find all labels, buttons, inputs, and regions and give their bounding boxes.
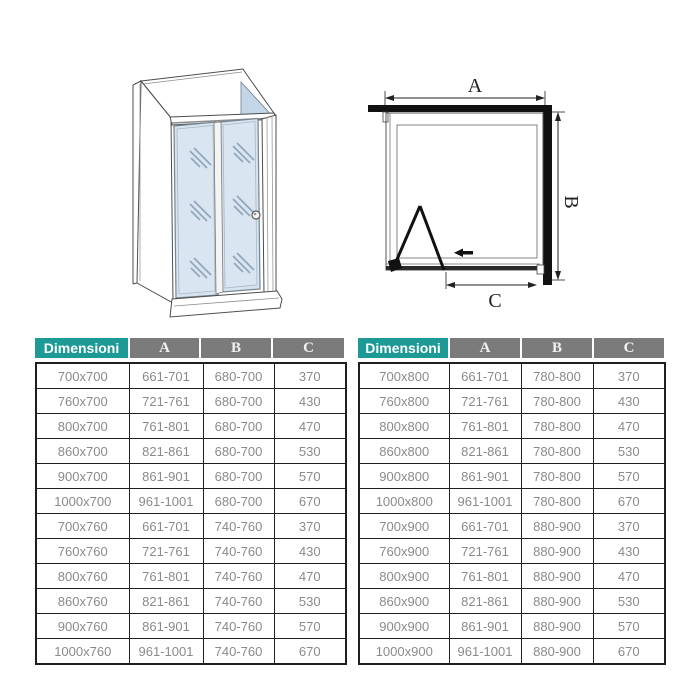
table-row — [359, 439, 665, 464]
table-cell: 761-801 — [129, 564, 203, 589]
table-cell: 570 — [593, 614, 665, 639]
table-cell: 760x700 — [36, 389, 129, 414]
table-cell: 470 — [274, 414, 346, 439]
table-cell: 861-901 — [129, 464, 203, 489]
table-row — [359, 539, 665, 564]
header-dimensioni: Dimensioni — [35, 338, 128, 358]
table-cell: 860x800 — [359, 439, 449, 464]
dimension-table-right — [358, 338, 664, 665]
table-cell: 800x900 — [359, 564, 449, 589]
wall-bottom-edge — [133, 283, 137, 284]
table-cell: 760x900 — [359, 539, 449, 564]
table-cell: 370 — [274, 363, 346, 389]
table-cell: 721-761 — [129, 389, 203, 414]
dimension-table-left — [35, 338, 345, 665]
dim-label-b: B — [560, 195, 582, 209]
table-row — [36, 489, 346, 514]
table-row — [36, 464, 346, 489]
table-cell: 430 — [274, 389, 346, 414]
table-cell: 740-760 — [203, 639, 274, 665]
table-cell: 670 — [274, 489, 346, 514]
table-cell: 370 — [593, 514, 665, 539]
table-cell: 680-700 — [203, 414, 274, 439]
table-cell: 680-700 — [203, 489, 274, 514]
table-cell: 860x700 — [36, 439, 129, 464]
table-cell: 680-700 — [203, 389, 274, 414]
header-b: B — [522, 338, 592, 358]
table-cell: 1000x760 — [36, 639, 129, 665]
table-row — [36, 363, 346, 389]
table-cell: 880-900 — [521, 639, 593, 665]
table-cell: 1000x900 — [359, 639, 449, 665]
table-row — [359, 589, 665, 614]
table-cell: 861-901 — [129, 614, 203, 639]
table-cell: 740-760 — [203, 589, 274, 614]
table-cell: 900x760 — [36, 614, 129, 639]
table-cell: 740-760 — [203, 514, 274, 539]
table-row — [36, 589, 346, 614]
table-cell: 780-800 — [521, 464, 593, 489]
table-row — [36, 539, 346, 564]
table-row — [359, 389, 665, 414]
table-cell: 661-701 — [449, 363, 521, 389]
folded-door-symbol — [388, 206, 444, 272]
header-b: B — [201, 338, 271, 358]
table-cell: 661-701 — [129, 363, 203, 389]
header-a: A — [450, 338, 520, 358]
dimension-table-right-body — [358, 362, 666, 665]
table-cell: 780-800 — [521, 363, 593, 389]
table-cell: 880-900 — [521, 514, 593, 539]
table-row — [359, 564, 665, 589]
table-cell: 761-801 — [449, 564, 521, 589]
table-cell: 700x800 — [359, 363, 449, 389]
table-cell: 570 — [274, 464, 346, 489]
table-cell: 721-761 — [129, 539, 203, 564]
dim-label-c: C — [488, 290, 502, 310]
table-header-row — [358, 338, 664, 358]
table-row — [359, 414, 665, 439]
table-cell: 370 — [593, 363, 665, 389]
header-c: C — [273, 338, 344, 358]
table-cell: 661-701 — [129, 514, 203, 539]
table-cell: 780-800 — [521, 389, 593, 414]
table-row — [36, 614, 346, 639]
table-cell: 680-700 — [203, 464, 274, 489]
table-cell: 430 — [593, 389, 665, 414]
table-row — [36, 414, 346, 439]
table-row — [359, 639, 665, 665]
top-wall — [368, 105, 551, 112]
table-cell: 821-861 — [129, 439, 203, 464]
left-wall — [137, 81, 173, 303]
table-cell: 470 — [593, 564, 665, 589]
table-cell: 880-900 — [521, 539, 593, 564]
table-cell: 530 — [274, 589, 346, 614]
bottom-track — [386, 266, 537, 270]
table-cell: 900x800 — [359, 464, 449, 489]
header-dimensioni: Dimensioni — [358, 338, 448, 358]
table-cell: 570 — [274, 614, 346, 639]
table-cell: 740-760 — [203, 539, 274, 564]
table-cell: 721-761 — [449, 539, 521, 564]
table-row — [36, 564, 346, 589]
table-cell: 880-900 — [521, 589, 593, 614]
table-cell: 780-800 — [521, 439, 593, 464]
table-cell: 800x800 — [359, 414, 449, 439]
table-row — [36, 439, 346, 464]
table-cell: 670 — [274, 639, 346, 665]
table-cell: 700x700 — [36, 363, 129, 389]
fold-stile — [214, 122, 223, 294]
table-cell: 900x900 — [359, 614, 449, 639]
table-row — [359, 514, 665, 539]
table-cell: 530 — [593, 589, 665, 614]
table-cell: 780-800 — [521, 489, 593, 514]
table-cell: 760x800 — [359, 389, 449, 414]
door-knob-highlight — [254, 213, 257, 216]
table-cell: 680-700 — [203, 363, 274, 389]
table-cell: 721-761 — [449, 389, 521, 414]
table-cell: 740-760 — [203, 564, 274, 589]
table-cell: 370 — [274, 514, 346, 539]
table-cell: 821-861 — [449, 439, 521, 464]
table-cell: 700x760 — [36, 514, 129, 539]
table-cell: 880-900 — [521, 564, 593, 589]
glass-outline — [397, 125, 537, 258]
table-cell: 740-760 — [203, 614, 274, 639]
table-cell: 530 — [593, 439, 665, 464]
table-cell: 761-801 — [449, 414, 521, 439]
table-cell: 880-900 — [521, 614, 593, 639]
table-row — [359, 614, 665, 639]
enclosure-outline — [386, 113, 543, 270]
table-cell: 430 — [593, 539, 665, 564]
table-cell: 1000x800 — [359, 489, 449, 514]
table-cell: 780-800 — [521, 414, 593, 439]
table-cell: 760x760 — [36, 539, 129, 564]
right-frame-post — [262, 115, 276, 295]
table-row — [359, 363, 665, 389]
installation-plan-diagram — [355, 55, 605, 310]
table-cell: 700x900 — [359, 514, 449, 539]
table-cell: 800x760 — [36, 564, 129, 589]
table-cell: 961-1001 — [449, 489, 521, 514]
table-row — [36, 639, 346, 665]
header-c: C — [594, 338, 664, 358]
header-a: A — [130, 338, 199, 358]
dim-label-a: A — [467, 75, 483, 97]
table-cell: 961-1001 — [449, 639, 521, 665]
dim-arrow-a — [385, 91, 545, 105]
table-cell: 670 — [593, 489, 665, 514]
dimension-table-left-body — [35, 362, 347, 665]
table-cell: 1000x700 — [36, 489, 129, 514]
table-cell: 900x700 — [36, 464, 129, 489]
door-knob — [252, 211, 260, 219]
bifold-door-illustration — [128, 58, 288, 323]
table-cell: 470 — [593, 414, 665, 439]
table-cell: 961-1001 — [129, 639, 203, 665]
table-cell: 680-700 — [203, 439, 274, 464]
table-row — [36, 389, 346, 414]
table-cell: 670 — [593, 639, 665, 665]
dim-arrow-c — [446, 272, 537, 289]
table-cell: 430 — [274, 539, 346, 564]
right-wall — [543, 105, 552, 285]
table-cell: 821-861 — [129, 589, 203, 614]
table-cell: 800x700 — [36, 414, 129, 439]
table-row — [359, 464, 665, 489]
bottom-profile-notch — [537, 265, 544, 274]
table-cell: 470 — [274, 564, 346, 589]
table-cell: 661-701 — [449, 514, 521, 539]
table-cell: 861-901 — [449, 464, 521, 489]
table-cell: 860x900 — [359, 589, 449, 614]
table-cell: 861-901 — [449, 614, 521, 639]
table-cell: 821-861 — [449, 589, 521, 614]
table-cell: 860x760 — [36, 589, 129, 614]
table-cell: 761-801 — [129, 414, 203, 439]
table-header-row — [35, 338, 345, 358]
table-cell: 570 — [593, 464, 665, 489]
table-row — [36, 514, 346, 539]
table-cell: 530 — [274, 439, 346, 464]
table-row — [359, 489, 665, 514]
table-cell: 961-1001 — [129, 489, 203, 514]
slide-direction-arrow — [454, 249, 473, 258]
